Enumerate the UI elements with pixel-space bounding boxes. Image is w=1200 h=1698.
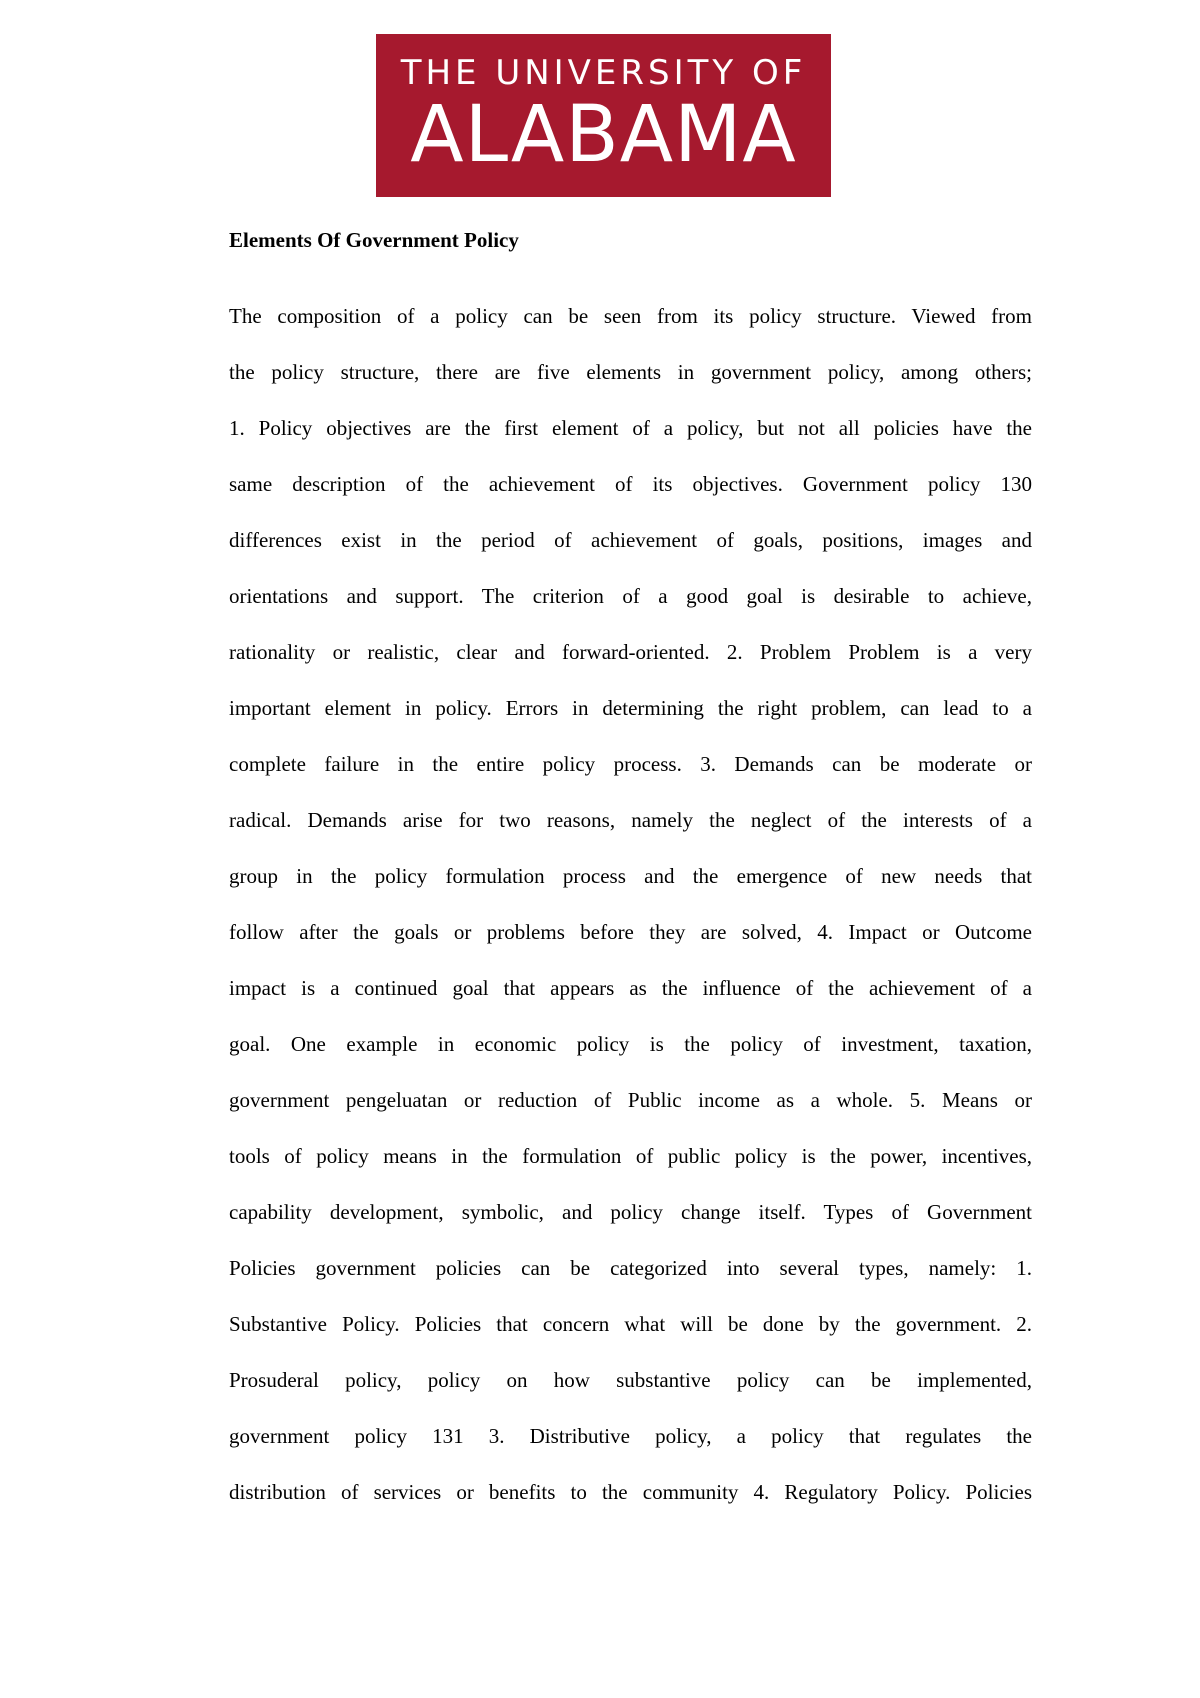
- body-line: impact is a continued goal that appears as the influence of the achievement of a: [229, 976, 1032, 1000]
- body-line: the policy structure, there are five elements in government policy, among others;: [229, 360, 1032, 384]
- body-line: Substantive Policy. Policies that concern what will be done by the government. 2.: [229, 1312, 1032, 1336]
- body-line: differences exist in the period of achievement of goals, positions, images and: [229, 528, 1032, 552]
- body-line: group in the policy formulation process and the emergence of new needs that: [229, 864, 1032, 888]
- logo-line-alabama: ALABAMA: [410, 90, 797, 180]
- document-body: [229, 294, 1032, 1526]
- body-line: important element in policy. Errors in determining the right problem, can lead to a: [229, 696, 1032, 720]
- body-line: 1. Policy objectives are the first element of a policy, but not all policies have the: [229, 416, 1032, 440]
- body-line: goal. One example in economic policy is the policy of investment, taxation,: [229, 1032, 1032, 1056]
- body-line: same description of the achievement of its objectives. Government policy 130: [229, 472, 1032, 496]
- body-line: distribution of services or benefits to the community 4. Regulatory Policy. Policies: [229, 1480, 1032, 1504]
- body-line: The composition of a policy can be seen from its policy structure. Viewed from: [229, 304, 1032, 328]
- body-line: complete failure in the entire policy process. 3. Demands can be moderate or: [229, 752, 1032, 776]
- body-line: Prosuderal policy, policy on how substantive policy can be implemented,: [229, 1368, 1032, 1392]
- body-line: tools of policy means in the formulation of public policy is the power, incentives,: [229, 1144, 1032, 1168]
- body-line: radical. Demands arise for two reasons, namely the neglect of the interests of a: [229, 808, 1032, 832]
- body-line: capability development, symbolic, and policy change itself. Types of Government: [229, 1200, 1032, 1224]
- logo-line-university-of: THE UNIVERSITY OF: [400, 53, 807, 93]
- body-line: orientations and support. The criterion of a good goal is desirable to achieve,: [229, 584, 1032, 608]
- body-line: government pengeluatan or reduction of Public income as a whole. 5. Means or: [229, 1088, 1032, 1112]
- body-line: government policy 131 3. Distributive policy, a policy that regulates the: [229, 1424, 1032, 1448]
- university-logo: [376, 34, 831, 197]
- body-line: Policies government policies can be categorized into several types, namely: 1.: [229, 1256, 1032, 1280]
- body-line: rationality or realistic, clear and forward-oriented. 2. Problem Problem is a very: [229, 640, 1032, 664]
- body-line: follow after the goals or problems before they are solved, 4. Impact or Outcome: [229, 920, 1032, 944]
- document-title: Elements Of Government Policy: [229, 228, 519, 252]
